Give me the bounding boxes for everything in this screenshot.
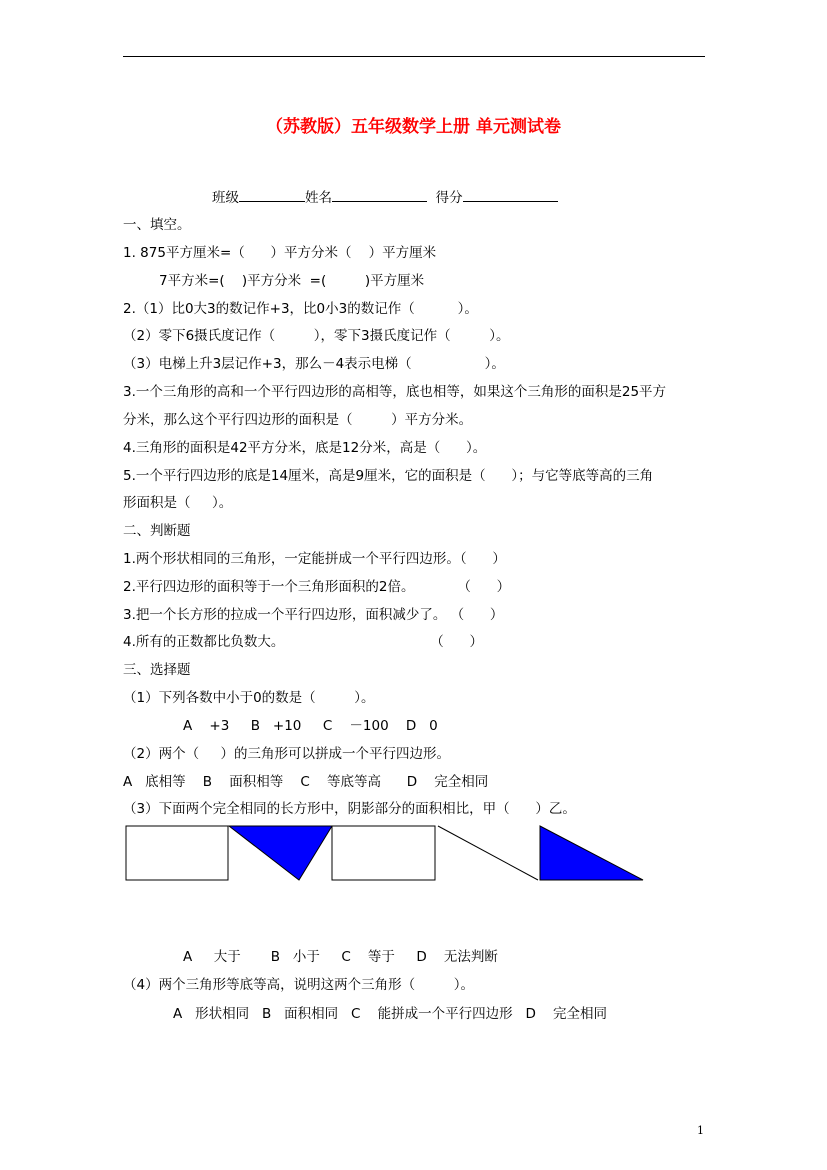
choice-q1-options: A +3 B +10 C －100 D 0: [183, 718, 438, 734]
student-info-row: [212, 187, 558, 208]
shaded-triangle-b: [540, 826, 643, 880]
fill-q2a: 2.（1）比0大3的数记作+3，比0小3的数记作（ ）。: [123, 301, 478, 317]
header-rule: [123, 56, 705, 57]
score-blank[interactable]: [463, 187, 558, 202]
page-number: 1: [697, 1124, 704, 1137]
judge-q1: 1.两个形状相同的三角形，一定能拼成一个平行四边形。（ ）: [123, 551, 506, 567]
rectangle-a-frame: [126, 826, 228, 880]
choice-q4: （4）两个三角形等底等高，说明这两个三角形（ ）。: [123, 977, 474, 993]
choice-q4-options: A 形状相同 B 面积相同 C 能拼成一个平行四边形 D 完全相同: [173, 1006, 608, 1022]
section1-heading: 一、填空。: [123, 217, 191, 233]
shaded-triangle-a: [229, 826, 332, 880]
score-label: 得分: [435, 190, 463, 206]
fill-q1a: 1. 875平方厘米=（ ）平方分米（ ）平方厘米: [123, 245, 437, 261]
fill-q3b: 分米，那么这个平行四边形的面积是（ ）平方分米。: [123, 412, 473, 428]
choice-q3-options: A 大于 B 小于 C 等于 D 无法判断: [183, 949, 498, 965]
fill-q1b: 7平方米=( )平方分米 =( )平方厘米: [159, 273, 425, 289]
fill-q3a: 3.一个三角形的高和一个平行四边形的高相等，底也相等，如果这个三角形的面积是25平方: [123, 384, 667, 400]
choice-q2-options: A 底相等 B 面积相等 C 等底等高 D 完全相同: [123, 774, 489, 790]
choice-q3: （3）下面两个完全相同的长方形中，阴影部分的面积相比，甲（ ）乙。: [123, 801, 576, 817]
judge-q3: 3.把一个长方形的拉成一个平行四边形，面积减少了。 （ ）: [123, 607, 504, 623]
rectangle-b-frame: [332, 826, 435, 880]
judge-q2: 2.平行四边形的面积等于一个三角形面积的2倍。 （ ）: [123, 579, 511, 595]
choice-q2: （2）两个（ ）的三角形可以拼成一个平行四边形。: [123, 746, 451, 762]
class-label: 班级: [212, 190, 239, 206]
section3-heading: 三、选择题: [123, 662, 191, 678]
fill-q2c: （3）电梯上升3层记作+3，那么－4表示电梯（ ）。: [123, 356, 505, 372]
fill-q5b: 形面积是（ ）。: [123, 495, 233, 511]
section2-heading: 二、判断题: [123, 523, 191, 539]
fill-q4: 4.三角形的面积是42平方分米，底是12分米，高是（ ）。: [123, 440, 487, 456]
diagonal-line: [438, 826, 538, 880]
fill-q2b: （2）零下6摄氏度记作（ ），零下3摄氏度记作（ ）。: [123, 328, 510, 344]
page-title: （苏教版）五年级数学上册 单元测试卷: [266, 117, 561, 137]
choice-q1: （1）下列各数中小于0的数是（ ）。: [123, 690, 375, 706]
fill-q5a: 5.一个平行四边形的底是14厘米，高是9厘米，它的面积是（ ）；与它等底等高的三角: [123, 468, 654, 484]
judge-q4: 4.所有的正数都比负数大。 （ ）: [123, 634, 484, 650]
name-label: 姓名: [305, 190, 332, 206]
class-blank[interactable]: [239, 187, 305, 202]
name-blank[interactable]: [332, 187, 427, 202]
